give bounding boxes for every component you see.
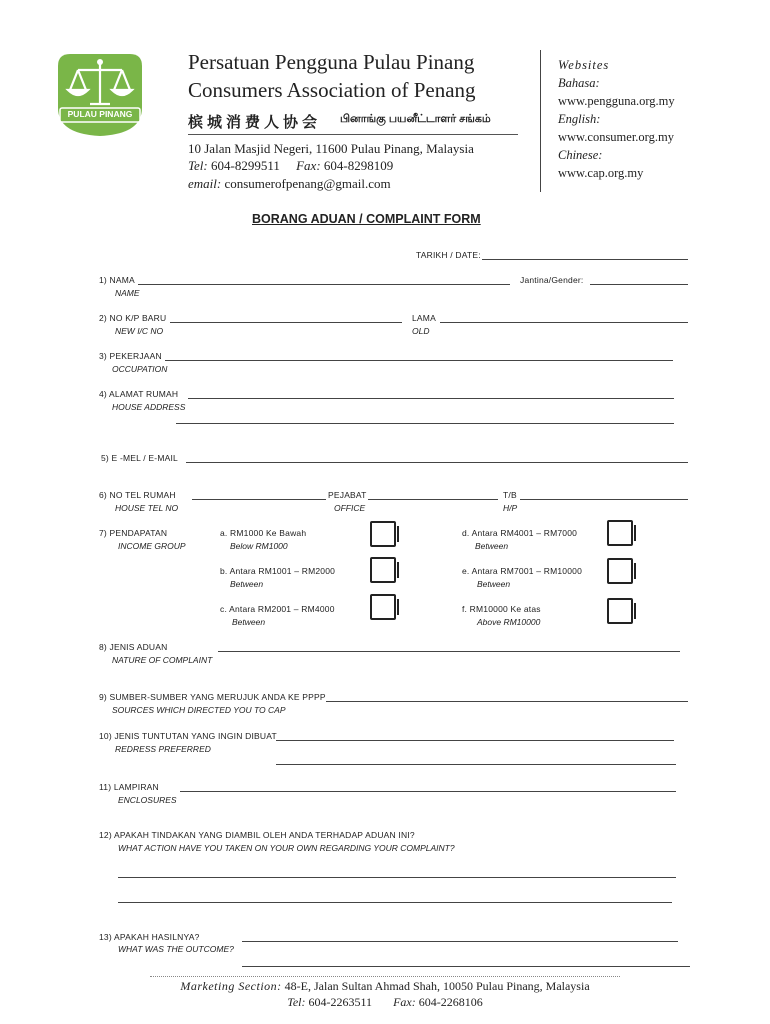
house-tel-field[interactable] (192, 499, 326, 500)
option-label: c. Antara RM2001 – RM4000 (220, 604, 335, 614)
q13-label: 13) APAKAH HASILNYA? (99, 932, 200, 942)
action-field-1[interactable] (118, 877, 676, 878)
option-label: f. RM10000 Ke atas (462, 604, 541, 614)
logo-text: PULAU PINANG (67, 109, 133, 119)
q1-label: 1) NAMA (99, 275, 135, 285)
q10-label: 10) JENIS TUNTUTAN YANG INGIN DIBUAT (99, 731, 277, 741)
gender-field[interactable] (590, 284, 688, 285)
occupation-field[interactable] (165, 360, 673, 361)
org-name-zh: 槟城消费人协会 (188, 114, 322, 131)
q8-label: 8) JENIS ADUAN (99, 642, 168, 652)
email-field[interactable] (186, 462, 688, 463)
outcome-field-2[interactable] (242, 966, 690, 967)
q9-sub: SOURCES WHICH DIRECTED YOU TO CAP (112, 705, 286, 715)
gender-label: Jantina/Gender: (520, 275, 584, 285)
option-label: b. Antara RM1001 – RM2000 (220, 566, 336, 576)
checkbox-d[interactable] (607, 520, 633, 546)
q11-sub: ENCLOSURES (118, 795, 177, 805)
link-chinese[interactable]: www.cap.org.my (558, 166, 644, 180)
q13-sub: WHAT WAS THE OUTCOME? (118, 944, 234, 954)
sources-field[interactable] (326, 701, 688, 702)
q7-sub: INCOME GROUP (118, 541, 186, 551)
scales-icon (56, 50, 144, 138)
q9-label: 9) SUMBER-SUMBER YANG MERUJUK ANDA KE PPPP (99, 692, 326, 702)
option-sub: Between (232, 617, 266, 627)
old-ic-field[interactable] (440, 322, 688, 323)
office-sub: OFFICE (334, 503, 366, 513)
option-sub: Between (475, 541, 509, 551)
q10-sub: REDRESS PREFERRED (115, 744, 211, 754)
q12-label: 12) APAKAH TINDAKAN YANG DIAMBIL OLEH ANDA TERHADAP ADUAN INI? (99, 830, 415, 840)
q2-sub: NEW I/C NO (115, 326, 164, 336)
q11-label: 11) LAMPIRAN (99, 782, 159, 792)
hp-sub: H/P (503, 503, 518, 513)
hp-label: T/B (503, 490, 517, 500)
footer-rule (150, 976, 620, 977)
q6-sub: HOUSE TEL NO (115, 503, 179, 513)
q4-sub: HOUSE ADDRESS (112, 402, 186, 412)
org-logo (56, 50, 144, 138)
checkbox-b[interactable] (370, 557, 396, 583)
q3-label: 3) PEKERJAAN (99, 351, 162, 361)
org-name-ta: பினாங்கு பயனீட்டாளர் சங்கம் (340, 113, 491, 125)
redress-field-1[interactable] (276, 740, 674, 741)
option-label: a. RM1000 Ke Bawah (220, 528, 307, 538)
header-divider (540, 50, 541, 192)
redress-field-2[interactable] (276, 764, 676, 765)
address-field-1[interactable] (188, 398, 674, 399)
q1-sub: NAME (115, 288, 140, 298)
address-field-2[interactable] (176, 423, 674, 424)
org-address: 10 Jalan Masjid Negeri, 11600 Pulau Pinang, Malaysia (188, 141, 474, 156)
link-english[interactable]: www.consumer.org.my (558, 130, 674, 144)
footer-contact: Tel: 604-2263511 Fax: 604-2268106 (287, 995, 483, 1009)
complaint-nature-field[interactable] (218, 651, 680, 652)
date-label: TARIKH / DATE: (416, 250, 481, 260)
q5-label: 5) E -MEL / E-MAIL (101, 453, 178, 463)
date-field[interactable] (482, 259, 688, 260)
q3-sub: OCCUPATION (112, 364, 168, 374)
q7-label: 7) PENDAPATAN (99, 528, 168, 538)
old-ic-sub: OLD (412, 326, 430, 336)
action-field-2[interactable] (118, 902, 672, 903)
q4-label: 4) ALAMAT RUMAH (99, 389, 179, 399)
option-label: e. Antara RM7001 – RM10000 (462, 566, 583, 576)
option-label: d. Antara RM4001 – RM7000 (462, 528, 578, 538)
checkbox-f[interactable] (607, 598, 633, 624)
form-title: BORANG ADUAN / COMPLAINT FORM (252, 212, 481, 226)
enclosures-field[interactable] (180, 791, 676, 792)
org-name-en: Consumers Association of Penang (188, 78, 476, 102)
old-ic-label: LAMA (412, 313, 436, 323)
option-sub: Below RM1000 (230, 541, 288, 551)
footer-address: Marketing Section: 48-E, Jalan Sultan Ahmad Shah, 10050 Pulau Pinang, Malaysia (180, 979, 590, 993)
office-tel-field[interactable] (368, 499, 498, 500)
org-contact: Tel: 604-8299511 Fax: 604-8298109 (188, 158, 394, 173)
office-label: PEJABAT (328, 490, 367, 500)
q2-label: 2) NO K/P BARU (99, 313, 167, 323)
link-bahasa[interactable]: www.pengguna.org.my (558, 94, 675, 108)
checkbox-a[interactable] (370, 521, 396, 547)
checkbox-c[interactable] (370, 594, 396, 620)
header-rule (188, 134, 518, 135)
option-sub: Between (477, 579, 511, 589)
hp-field[interactable] (520, 499, 688, 500)
org-name-ms: Persatuan Pengguna Pulau Pinang (188, 50, 475, 74)
option-sub: Between (230, 579, 264, 589)
q12-sub: WHAT ACTION HAVE YOU TAKEN ON YOUR OWN REGARDING YOUR COMPLAINT? (118, 843, 455, 853)
name-field[interactable] (138, 284, 510, 285)
outcome-field-1[interactable] (242, 941, 678, 942)
checkbox-e[interactable] (607, 558, 633, 584)
q8-sub: NATURE OF COMPLAINT (112, 655, 213, 665)
option-sub: Above RM10000 (477, 617, 541, 627)
new-ic-field[interactable] (170, 322, 402, 323)
q6-label: 6) NO TEL RUMAH (99, 490, 176, 500)
websites-block: Websites Bahasa: www.pengguna.org.my English: www.consumer.org.my Chinese: www.cap.org.my (558, 58, 675, 180)
org-email: email: consumerofpenang@gmail.com (188, 176, 391, 191)
